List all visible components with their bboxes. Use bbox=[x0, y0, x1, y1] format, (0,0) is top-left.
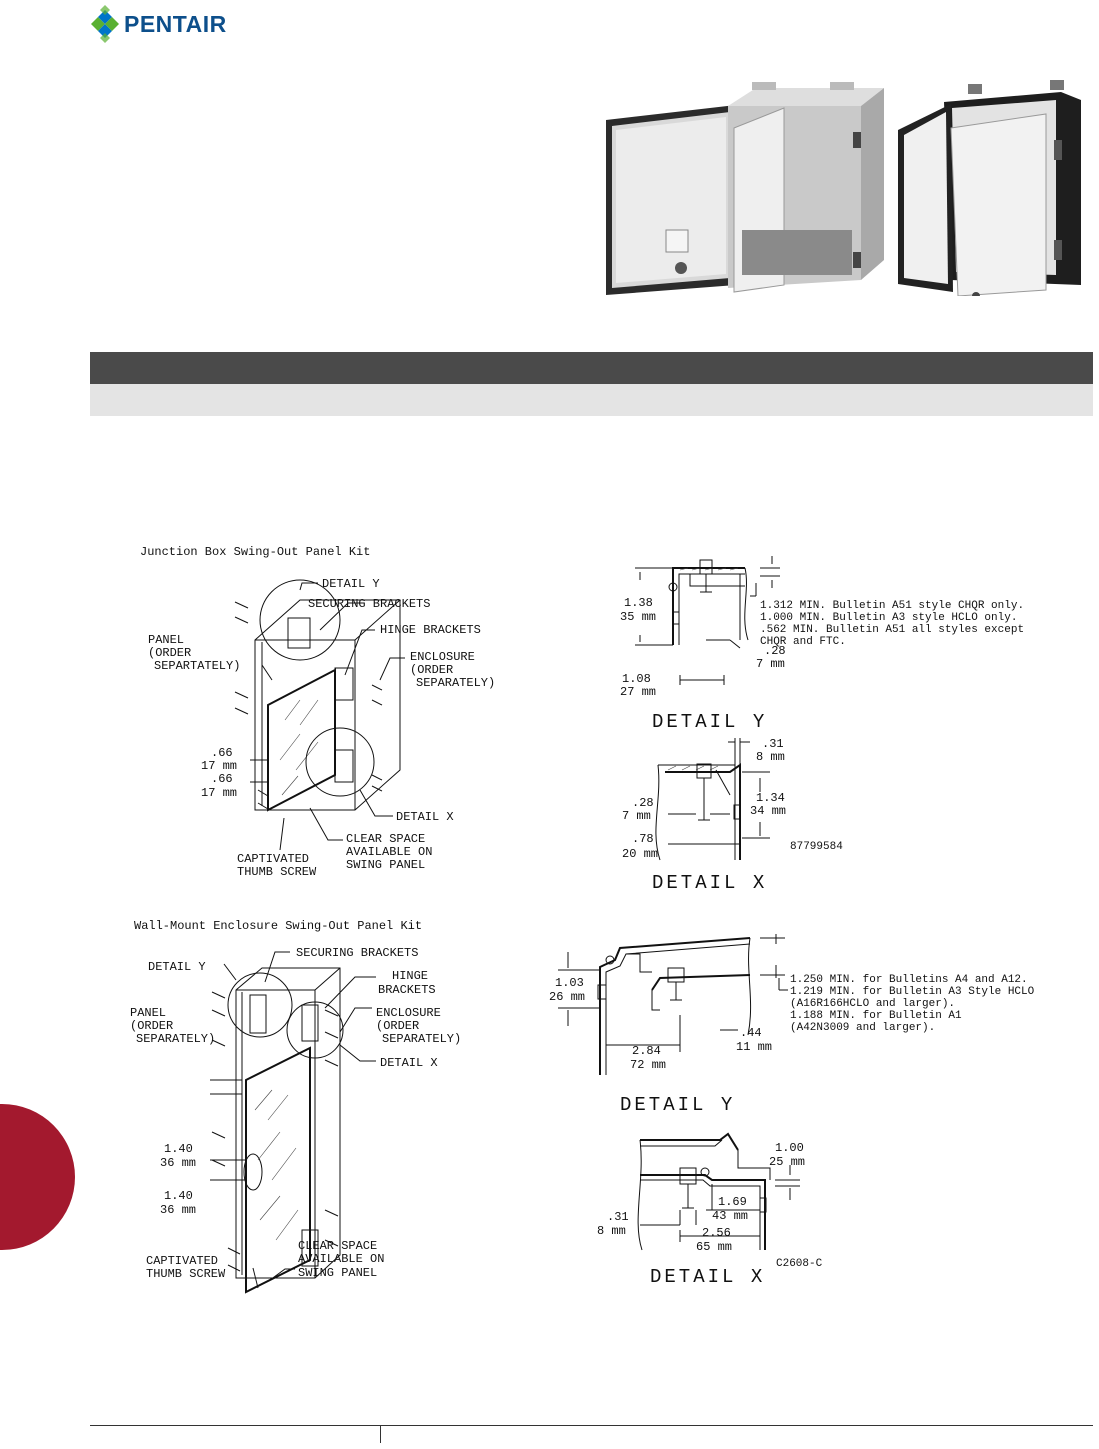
jb-dx-d3-in: .28 bbox=[632, 796, 654, 810]
black-enclosure-photo bbox=[898, 80, 1081, 296]
jb-callout-swing-panel: SWING PANEL bbox=[346, 858, 426, 872]
jb-dx-d2-in: 1.34 bbox=[756, 791, 785, 805]
jb-detail-x-drawing bbox=[622, 737, 843, 894]
jb-dim-b-mm: 17 mm bbox=[201, 786, 238, 800]
swing-out-panel-drawings bbox=[0, 520, 1099, 1300]
wm-dx-d3-mm: 8 mm bbox=[597, 1224, 626, 1238]
wm-detail-x-label: DETAIL X bbox=[650, 1266, 766, 1288]
wm-dy-d2-mm: 72 mm bbox=[630, 1058, 667, 1072]
wm-drawing-number: C2608-C bbox=[776, 1258, 823, 1270]
wm-dim-b-mm: 36 mm bbox=[160, 1203, 197, 1217]
wm-dim-a-in: 1.40 bbox=[164, 1142, 193, 1156]
wm-callout-detail-y: DETAIL Y bbox=[148, 960, 206, 974]
jb-callout-securing-brackets: SECURING BRACKETS bbox=[308, 597, 431, 611]
wm-detail-x-drawing bbox=[597, 1134, 823, 1288]
footer-divider bbox=[90, 1425, 1093, 1426]
jb-callout-detail-x: DETAIL X bbox=[396, 810, 454, 824]
wm-callout-detail-x: DETAIL X bbox=[380, 1056, 438, 1070]
wm-callout-captivated: CAPTIVATED bbox=[146, 1254, 219, 1268]
jb-callout-hinge-brackets: HINGE BRACKETS bbox=[380, 623, 481, 637]
wm-dx-d4-in: 2.56 bbox=[702, 1226, 731, 1240]
wm-dx-d1-mm: 25 mm bbox=[769, 1155, 806, 1169]
section-subheader-bar bbox=[90, 384, 1093, 416]
jb-dx-d3-mm: 7 mm bbox=[622, 809, 651, 823]
jb-dx-d4-in: .78 bbox=[632, 832, 654, 846]
wm-dy-note-4: 1.188 MIN. for Bulletin A1 bbox=[790, 1010, 962, 1022]
pentair-logo bbox=[88, 4, 288, 44]
wm-dy-d1-mm: 26 mm bbox=[549, 990, 586, 1004]
jb-callout-available-on: AVAILABLE ON bbox=[346, 845, 433, 859]
jb-detail-y-label: DETAIL Y bbox=[652, 711, 768, 733]
jb-dy-d3-in: 1.08 bbox=[622, 672, 651, 686]
wm-dy-d3-mm: 11 mm bbox=[736, 1040, 773, 1054]
wm-callout-enclosure-order: (ORDER bbox=[376, 1019, 420, 1033]
jb-dy-note-3: .562 MIN. Bulletin A51 all styles except bbox=[760, 624, 1025, 636]
wm-callout-clear-space: CLEAR SPACE bbox=[298, 1239, 378, 1253]
gray-enclosure-photo bbox=[606, 82, 884, 295]
jb-dy-note-4: CHQR and FTC. bbox=[760, 636, 846, 648]
wm-dx-d1-in: 1.00 bbox=[775, 1141, 804, 1155]
wm-callout-panel: PANEL bbox=[130, 1006, 167, 1020]
wm-dx-d4-mm: 65 mm bbox=[696, 1240, 733, 1254]
jb-callout-clear-space: CLEAR SPACE bbox=[346, 832, 426, 846]
jb-callout-detail-y: DETAIL Y bbox=[322, 577, 380, 591]
wm-dx-d3-in: .31 bbox=[607, 1210, 629, 1224]
jb-callout-enclosure: ENCLOSURE bbox=[410, 650, 475, 664]
jb-callout-enclosure-separately: SEPARATELY) bbox=[416, 676, 496, 690]
wall-mount-drawing bbox=[130, 919, 461, 1292]
jb-callout-enclosure-order: (ORDER bbox=[410, 663, 454, 677]
jb-dy-note-2: 1.000 MIN. Bulletin A3 style HCLO only. bbox=[760, 612, 1018, 624]
jb-detail-x-label: DETAIL X bbox=[652, 872, 768, 894]
jb-dx-d1-mm: 8 mm bbox=[756, 750, 785, 764]
jb-dy-d2-mm: 7 mm bbox=[756, 657, 785, 671]
jb-callout-panel-order: (ORDER bbox=[148, 646, 192, 660]
jb-dim-a-in: .66 bbox=[211, 746, 233, 760]
wm-dy-note-1: 1.250 MIN. for Bulletins A4 and A12. bbox=[790, 974, 1028, 986]
wm-dy-d3-in: .44 bbox=[740, 1026, 762, 1040]
wm-dy-note-3: (A16R166HCLO and larger). bbox=[790, 998, 956, 1010]
wm-dim-a-mm: 36 mm bbox=[160, 1156, 197, 1170]
product-photos bbox=[606, 80, 1093, 296]
wm-callout-enclosure: ENCLOSURE bbox=[376, 1006, 441, 1020]
jb-drawing-number: 87799584 bbox=[790, 841, 843, 853]
wm-callout-swing-panel: SWING PANEL bbox=[298, 1266, 378, 1280]
jb-dx-d2-mm: 34 mm bbox=[750, 804, 787, 818]
wm-callout-enclosure-separately: SEPARATELY) bbox=[382, 1032, 462, 1046]
jb-dx-d4-mm: 20 mm bbox=[622, 847, 659, 861]
logo-mark-icon bbox=[91, 5, 119, 43]
jb-callout-captivated: CAPTIVATED bbox=[237, 852, 310, 866]
wm-dy-note-2: 1.219 MIN. for Bulletin A3 Style HCLO bbox=[790, 986, 1035, 998]
wm-dx-d2-in: 1.69 bbox=[718, 1195, 747, 1209]
wm-callout-panel-separately: SEPARATELY) bbox=[136, 1032, 216, 1046]
jb-detail-y-drawing bbox=[620, 556, 1024, 733]
jb-dim-b-in: .66 bbox=[211, 772, 233, 786]
jb-callout-panel: PANEL bbox=[148, 633, 185, 647]
wm-dy-note-5: (A42N3009 and larger). bbox=[790, 1022, 936, 1034]
wm-callout-thumb-screw: THUMB SCREW bbox=[146, 1267, 226, 1281]
footer-divider-tick bbox=[380, 1425, 381, 1443]
jb-dy-d3-mm: 27 mm bbox=[620, 685, 657, 699]
jb-dy-d1-mm: 35 mm bbox=[620, 610, 657, 624]
jb-dy-d2-in: .28 bbox=[764, 644, 786, 658]
junction-box-title: Junction Box Swing-Out Panel Kit bbox=[140, 545, 371, 559]
jb-callout-panel-separately: SEPARTATELY) bbox=[154, 659, 241, 673]
wm-detail-y-drawing bbox=[549, 934, 1035, 1116]
jb-dy-d1-in: 1.38 bbox=[624, 596, 653, 610]
wall-mount-title: Wall-Mount Enclosure Swing-Out Panel Kit bbox=[134, 919, 423, 933]
junction-box-drawing bbox=[140, 545, 495, 879]
section-header-bar bbox=[90, 352, 1093, 384]
wm-callout-available-on: AVAILABLE ON bbox=[298, 1252, 385, 1266]
jb-dx-d1-in: .31 bbox=[762, 737, 784, 751]
jb-dim-a-mm: 17 mm bbox=[201, 759, 238, 773]
jb-callout-thumb-screw: THUMB SCREW bbox=[237, 865, 317, 879]
wm-callout-hinge: HINGE bbox=[392, 969, 429, 983]
wm-dx-d2-mm: 43 mm bbox=[712, 1209, 749, 1223]
wm-dy-d1-in: 1.03 bbox=[555, 976, 584, 990]
wm-callout-securing-brackets: SECURING BRACKETS bbox=[296, 946, 419, 960]
brand-name: PENTAIR bbox=[124, 11, 227, 37]
jb-dy-note-1: 1.312 MIN. Bulletin A51 style CHQR only. bbox=[760, 600, 1025, 612]
wm-detail-y-label: DETAIL Y bbox=[620, 1094, 736, 1116]
wm-dim-b-in: 1.40 bbox=[164, 1189, 193, 1203]
wm-callout-panel-order: (ORDER bbox=[130, 1019, 174, 1033]
wm-callout-brackets: BRACKETS bbox=[378, 983, 436, 997]
wm-dy-d2-in: 2.84 bbox=[632, 1044, 661, 1058]
